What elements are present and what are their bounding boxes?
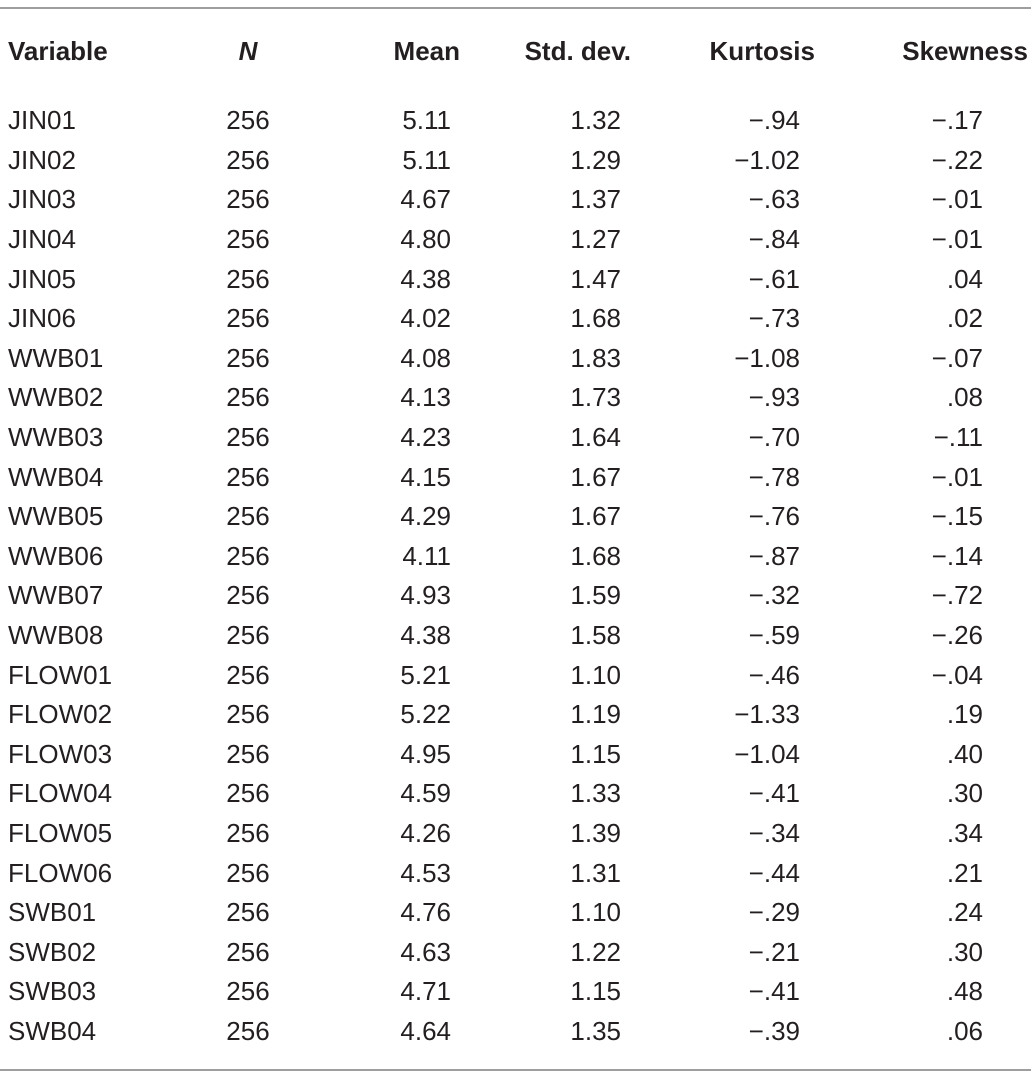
cell-mean: 4.93 [400,580,451,611]
table-row [0,616,1031,656]
cell-skewness: .34 [946,817,983,848]
cell-std-dev: 1.33 [570,778,621,809]
table-row [0,339,1031,379]
descriptive-statistics-table [0,9,1031,1051]
cell-mean: 5.21 [400,659,451,690]
table-row [0,1012,1031,1052]
table-row [0,774,1031,814]
cell-std-dev: 1.58 [570,620,621,651]
cell-variable: JIN01 [8,105,76,136]
table-row [0,180,1031,220]
table-row [0,972,1031,1012]
cell-variable: FLOW06 [8,857,113,888]
table-row [0,853,1031,893]
cell-n: 256 [226,184,270,215]
cell-skewness: .02 [946,303,983,334]
cell-std-dev: 1.47 [570,263,621,294]
cell-variable: JIN05 [8,263,76,294]
header-variable: Variable [8,35,108,66]
cell-mean: 4.63 [400,936,451,967]
cell-variable: WWB02 [8,382,104,413]
cell-kurtosis: −.73 [748,303,800,334]
cell-variable: FLOW04 [8,778,113,809]
table-row [0,497,1031,537]
cell-skewness: −.15 [931,501,983,532]
cell-n: 256 [226,263,270,294]
cell-std-dev: 1.68 [570,303,621,334]
cell-skewness: −.26 [931,620,983,651]
cell-skewness: −.72 [931,580,983,611]
cell-variable: FLOW01 [8,659,113,690]
cell-kurtosis: −.87 [748,540,800,571]
cell-kurtosis: −.32 [748,580,800,611]
cell-skewness: −.01 [931,461,983,492]
cell-n: 256 [226,580,270,611]
cell-n: 256 [226,699,270,730]
cell-mean: 4.76 [400,897,451,928]
cell-kurtosis: −.41 [748,976,800,1007]
cell-skewness: −.04 [931,659,983,690]
cell-skewness: .08 [946,382,983,413]
cell-n: 256 [226,540,270,571]
cell-std-dev: 1.64 [570,422,621,453]
cell-skewness: −.17 [931,105,983,136]
statistics-table-container [0,7,1031,1071]
cell-kurtosis: −.34 [748,817,800,848]
cell-variable: WWB08 [8,620,104,651]
cell-n: 256 [226,857,270,888]
table-row [0,457,1031,497]
table-row [0,695,1031,735]
cell-kurtosis: −.44 [748,857,800,888]
cell-mean: 4.38 [400,263,451,294]
cell-kurtosis: −.93 [748,382,800,413]
cell-skewness: .48 [946,976,983,1007]
cell-mean: 4.29 [400,501,451,532]
cell-variable: SWB04 [8,1015,97,1046]
cell-std-dev: 1.39 [570,817,621,848]
table-bottom-spacing [0,1051,1031,1069]
cell-mean: 4.80 [400,224,451,255]
cell-skewness: .30 [946,778,983,809]
cell-kurtosis: −1.33 [734,699,800,730]
cell-std-dev: 1.32 [570,105,621,136]
cell-mean: 4.08 [400,342,451,373]
header-n: N [238,35,258,66]
cell-mean: 4.53 [400,857,451,888]
cell-skewness: .30 [946,936,983,967]
cell-skewness: .04 [946,263,983,294]
cell-mean: 5.11 [402,105,451,136]
cell-mean: 4.67 [400,184,451,215]
cell-std-dev: 1.15 [570,976,621,1007]
cell-mean: 4.64 [400,1015,451,1046]
cell-mean: 4.11 [402,540,451,571]
cell-kurtosis: −1.04 [734,738,800,769]
cell-mean: 4.59 [400,778,451,809]
cell-std-dev: 1.22 [570,936,621,967]
header-skewness: Skewness [902,35,1028,66]
cell-skewness: .40 [946,738,983,769]
cell-variable: FLOW02 [8,699,113,730]
cell-n: 256 [226,501,270,532]
cell-skewness: −.14 [931,540,983,571]
cell-std-dev: 1.35 [570,1015,621,1046]
cell-kurtosis: −.78 [748,461,800,492]
cell-std-dev: 1.67 [570,501,621,532]
cell-variable: WWB04 [8,461,104,492]
cell-n: 256 [226,976,270,1007]
cell-variable: WWB01 [8,342,104,373]
table-row [0,259,1031,299]
cell-std-dev: 1.10 [570,659,621,690]
cell-skewness: −.01 [931,184,983,215]
cell-variable: WWB06 [8,540,104,571]
cell-kurtosis: −.61 [748,263,800,294]
header-mean: Mean [393,35,460,66]
cell-std-dev: 1.68 [570,540,621,571]
cell-variable: FLOW03 [8,738,113,769]
cell-kurtosis: −.46 [748,659,800,690]
cell-std-dev: 1.83 [570,342,621,373]
cell-variable: JIN06 [8,303,76,334]
header-std-dev: Std. dev. [524,35,631,66]
cell-std-dev: 1.19 [570,699,621,730]
cell-mean: 4.71 [400,976,451,1007]
cell-variable: SWB02 [8,936,97,967]
cell-kurtosis: −.21 [748,936,800,967]
cell-std-dev: 1.59 [570,580,621,611]
cell-n: 256 [226,342,270,373]
header-kurtosis: Kurtosis [709,35,815,66]
cell-std-dev: 1.73 [570,382,621,413]
table-row [0,220,1031,260]
table-header [0,9,1031,93]
cell-n: 256 [226,144,270,175]
cell-n: 256 [226,817,270,848]
cell-std-dev: 1.37 [570,184,621,215]
cell-variable: WWB03 [8,422,104,453]
cell-std-dev: 1.31 [570,857,621,888]
cell-skewness: −.22 [931,144,983,175]
cell-n: 256 [226,778,270,809]
table-row [0,537,1031,577]
cell-mean: 4.15 [400,461,451,492]
cell-skewness: .06 [946,1015,983,1046]
cell-variable: JIN04 [8,224,76,255]
cell-mean: 4.38 [400,620,451,651]
cell-n: 256 [226,738,270,769]
cell-n: 256 [226,620,270,651]
cell-kurtosis: −.29 [748,897,800,928]
table-row [0,735,1031,775]
cell-mean: 4.26 [400,817,451,848]
cell-mean: 4.02 [400,303,451,334]
cell-mean: 4.13 [400,382,451,413]
table-body [0,93,1031,1051]
table-row [0,378,1031,418]
cell-variable: JIN02 [8,144,76,175]
cell-kurtosis: −.76 [748,501,800,532]
cell-kurtosis: −.39 [748,1015,800,1046]
cell-skewness: −.11 [933,422,983,453]
cell-variable: FLOW05 [8,817,113,848]
bottom-rule [0,1069,1031,1071]
cell-mean: 4.95 [400,738,451,769]
table-row [0,418,1031,458]
cell-mean: 5.11 [402,144,451,175]
cell-n: 256 [226,936,270,967]
cell-kurtosis: −.70 [748,422,800,453]
cell-variable: SWB01 [8,897,97,928]
cell-skewness: .19 [946,699,983,730]
cell-std-dev: 1.27 [570,224,621,255]
table-row [0,932,1031,972]
cell-mean: 4.23 [400,422,451,453]
cell-variable: WWB05 [8,501,104,532]
cell-kurtosis: −.41 [748,778,800,809]
table-row [0,655,1031,695]
cell-n: 256 [226,382,270,413]
table-row [0,141,1031,181]
cell-skewness: −.01 [931,224,983,255]
cell-mean: 5.22 [400,699,451,730]
cell-skewness: −.07 [931,342,983,373]
cell-variable: SWB03 [8,976,97,1007]
cell-std-dev: 1.15 [570,738,621,769]
cell-kurtosis: −1.02 [734,144,800,175]
cell-kurtosis: −.94 [748,105,800,136]
table-row [0,93,1031,141]
cell-n: 256 [226,1015,270,1046]
cell-variable: WWB07 [8,580,104,611]
cell-kurtosis: −.84 [748,224,800,255]
cell-n: 256 [226,659,270,690]
cell-n: 256 [226,461,270,492]
cell-n: 256 [226,224,270,255]
cell-skewness: .24 [946,897,983,928]
cell-kurtosis: −1.08 [734,342,800,373]
header-row [0,9,1031,93]
cell-std-dev: 1.67 [570,461,621,492]
table-row [0,299,1031,339]
cell-n: 256 [226,105,270,136]
cell-std-dev: 1.10 [570,897,621,928]
table-row [0,814,1031,854]
table-row [0,576,1031,616]
cell-kurtosis: −.59 [748,620,800,651]
cell-n: 256 [226,303,270,334]
cell-n: 256 [226,897,270,928]
cell-kurtosis: −.63 [748,184,800,215]
cell-std-dev: 1.29 [570,144,621,175]
cell-n: 256 [226,422,270,453]
table-row [0,893,1031,933]
cell-skewness: .21 [946,857,983,888]
cell-variable: JIN03 [8,184,76,215]
